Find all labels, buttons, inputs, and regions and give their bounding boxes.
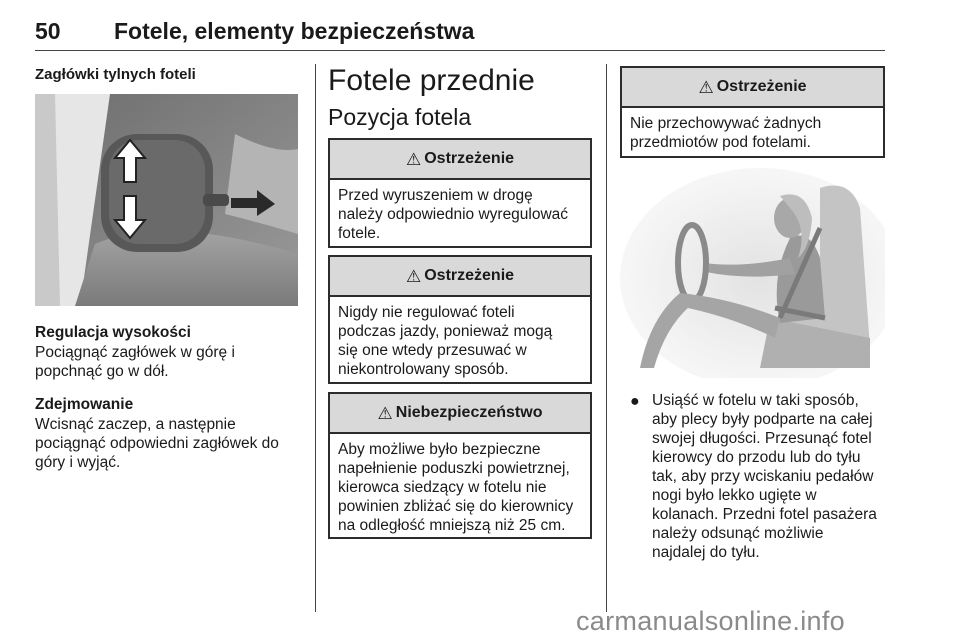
heading-front-seats: Fotele przednie bbox=[328, 64, 535, 97]
warning-label: Ostrzeżenie bbox=[424, 267, 515, 284]
header-divider bbox=[35, 50, 885, 51]
bullet-icon: ● bbox=[630, 393, 640, 410]
text-line: należy odsunąć możliwie bbox=[652, 525, 824, 542]
text-line: kolanach. Przedni fotel pasażera bbox=[652, 506, 877, 523]
text-line: kierowcy do przodu lub do tyłu bbox=[652, 449, 861, 466]
danger-box-airbag-distance bbox=[328, 392, 592, 539]
warning-label: Ostrzeżenie bbox=[424, 150, 515, 167]
text-line: tak, aby przy wciskaniu pedałów bbox=[652, 468, 874, 485]
text-line: nogi było lekko ugięte w bbox=[652, 487, 817, 504]
text-line: Aby możliwe było bezpieczne bbox=[338, 441, 541, 458]
text-line: swojej długości. Przesunąć fotel bbox=[652, 430, 872, 447]
warning-triangle-icon: ⚠ bbox=[405, 149, 422, 169]
text-line: należy odpowiednio wyregulować bbox=[338, 206, 569, 223]
text-line: pociągnąć odpowiedni zagłówek do bbox=[35, 435, 279, 452]
warning-box-no-adjust-driving bbox=[328, 255, 592, 384]
warning-body bbox=[330, 180, 590, 249]
seat-position-instructions bbox=[652, 391, 877, 562]
warning-triangle-icon: ⚠ bbox=[405, 266, 422, 286]
warning-triangle-icon: ⚠ bbox=[377, 403, 393, 423]
remove-text bbox=[35, 415, 279, 472]
warning-header bbox=[330, 257, 590, 297]
text-line: na odległość mniejszą niż 25 cm. bbox=[338, 517, 566, 534]
section-title-rear-headrests: Zagłówki tylnych foteli bbox=[35, 66, 196, 83]
text-line: napełnienie poduszki powietrznej, bbox=[338, 460, 570, 477]
page-title: Fotele, elementy bezpieczeństwa bbox=[114, 18, 475, 44]
heading-seat-position: Pozycja fotela bbox=[328, 104, 472, 130]
warning-body bbox=[622, 108, 883, 158]
text-line: aby plecy były podparte na całej bbox=[652, 411, 873, 428]
text-line: Nigdy nie regulować foteli bbox=[338, 304, 515, 321]
text-line: się one wtedy przesuwać w bbox=[338, 342, 527, 359]
warning-header bbox=[622, 68, 883, 108]
text-line: niekontrolowany sposób. bbox=[338, 361, 509, 378]
column-divider-right bbox=[606, 64, 607, 612]
driver-seat-position-illustration bbox=[620, 168, 885, 378]
text-line: góry i wyjąć. bbox=[35, 454, 121, 471]
text-line: podczas jazdy, ponieważ mogą bbox=[338, 323, 553, 340]
warning-label: Ostrzeżenie bbox=[716, 78, 807, 95]
danger-body bbox=[330, 434, 590, 541]
warning-header bbox=[330, 140, 590, 180]
text-line: powinien zbliżać się do kierownicy bbox=[338, 498, 574, 515]
danger-label: Niebezpieczeństwo bbox=[395, 404, 543, 421]
adjust-height-title: Regulacja wysokości bbox=[35, 324, 191, 341]
text-line: Wcisnąć zaczep, a następnie bbox=[35, 416, 236, 433]
danger-header bbox=[330, 394, 590, 434]
text-line: przedmiotów pod fotelami. bbox=[630, 134, 811, 151]
warning-body bbox=[330, 297, 590, 385]
text-line: Usiąść w fotelu w taki sposób, bbox=[652, 392, 859, 409]
text-line: Przed wyruszeniem w drogę bbox=[338, 187, 533, 204]
text-line: najdalej do tyłu. bbox=[652, 544, 760, 561]
adjust-height-text bbox=[35, 343, 235, 381]
text-line: fotele. bbox=[338, 225, 381, 242]
warning-box-adjust-seats bbox=[328, 138, 592, 248]
page-number: 50 bbox=[35, 18, 61, 44]
text-line: Nie przechowywać żadnych bbox=[630, 115, 822, 132]
headrest-illustration bbox=[35, 94, 298, 306]
remove-title: Zdejmowanie bbox=[35, 396, 134, 413]
text-line: kierowca siedzący w fotelu nie bbox=[338, 479, 547, 496]
watermark: carmanualsonline.info bbox=[576, 606, 845, 636]
text-line: popchnąć go w dół. bbox=[35, 363, 169, 380]
text-line: Pociągnąć zagłówek w górę i bbox=[35, 344, 235, 361]
column-divider-left bbox=[315, 64, 316, 612]
warning-triangle-icon: ⚠ bbox=[698, 77, 714, 97]
warning-box-under-seats bbox=[620, 66, 885, 158]
